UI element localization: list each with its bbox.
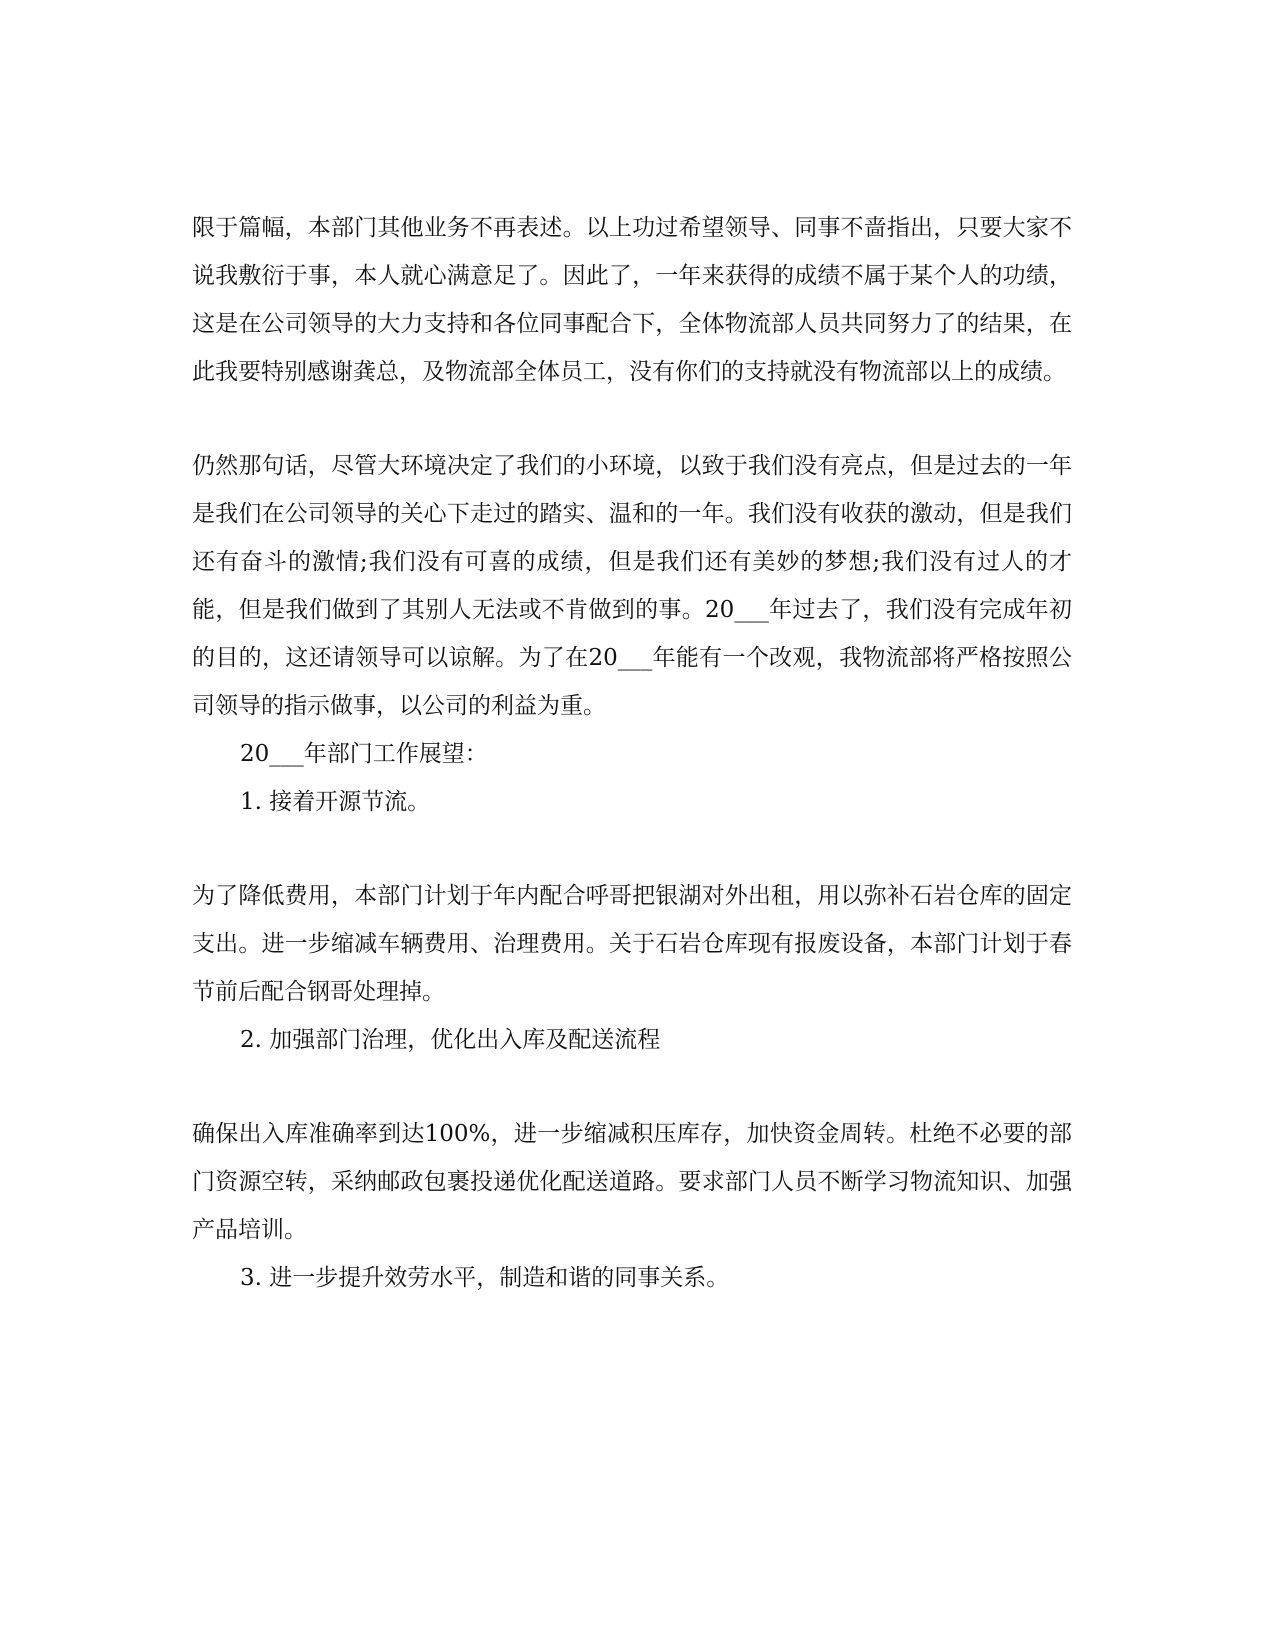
paragraph-summary: 限于篇幅，本部门其他业务不再表述。以上功过希望领导、同事不啬指出，只要大家不说我敷衍于事，本人就心满意足了。因此了，一年来获得的成绩不属于某个人的功绩，这是在公司领导的大力支持和各位同事配合下，全体物流部人员共同努力了的结果，在此我要特别感谢龚总，及物流部全体员工，没有你们的支持就没有物流部以上的成绩。 xyxy=(192,215,1072,385)
document-body xyxy=(192,204,1072,1302)
item-3-title: 3. 进一步提升效劳水平，制造和谐的同事关系。 xyxy=(240,1265,730,1291)
item-1-body: 为了降低费用，本部门计划于年内配合呼哥把银湖对外出租，用以弥补石岩仓库的固定支出。进一步缩减车辆费用、治理费用。关于石岩仓库现有报废设备，本部门计划于春节前后配合钢哥处理掉。 xyxy=(192,883,1072,1005)
outlook-heading: 20___年部门工作展望： xyxy=(240,741,488,767)
item-2-title: 2. 加强部门治理，优化出入库及配送流程 xyxy=(240,1027,661,1053)
item-2-body: 确保出入库准确率到达100%，进一步缩减积压库存，加快资金周转。杜绝不必要的部门资源空转，采纳邮政包裹投递优化配送道路。要求部门人员不断学习物流知识、加强产品培训。 xyxy=(192,1121,1072,1243)
paragraph-reflection: 仍然那句话，尽管大环境决定了我们的小环境，以致于我们没有亮点，但是过去的一年是我们在公司领导的关心下走过的踏实、温和的一年。我们没有收获的激动，但是我们还有奋斗的激情;我们没有可喜的成绩，但是我们还有美妙的梦想;我们没有过人的才能，但是我们做到了其别人无法或不肯做到的事。20___年过去了，我们没有完成年初的目的，这还请领导可以谅解。为了在20___年能有一个改观，我物流部将严格按照公司领导的指示做事，以公司的利益为重。 xyxy=(192,453,1072,719)
item-1-title: 1. 接着开源节流。 xyxy=(240,789,431,815)
